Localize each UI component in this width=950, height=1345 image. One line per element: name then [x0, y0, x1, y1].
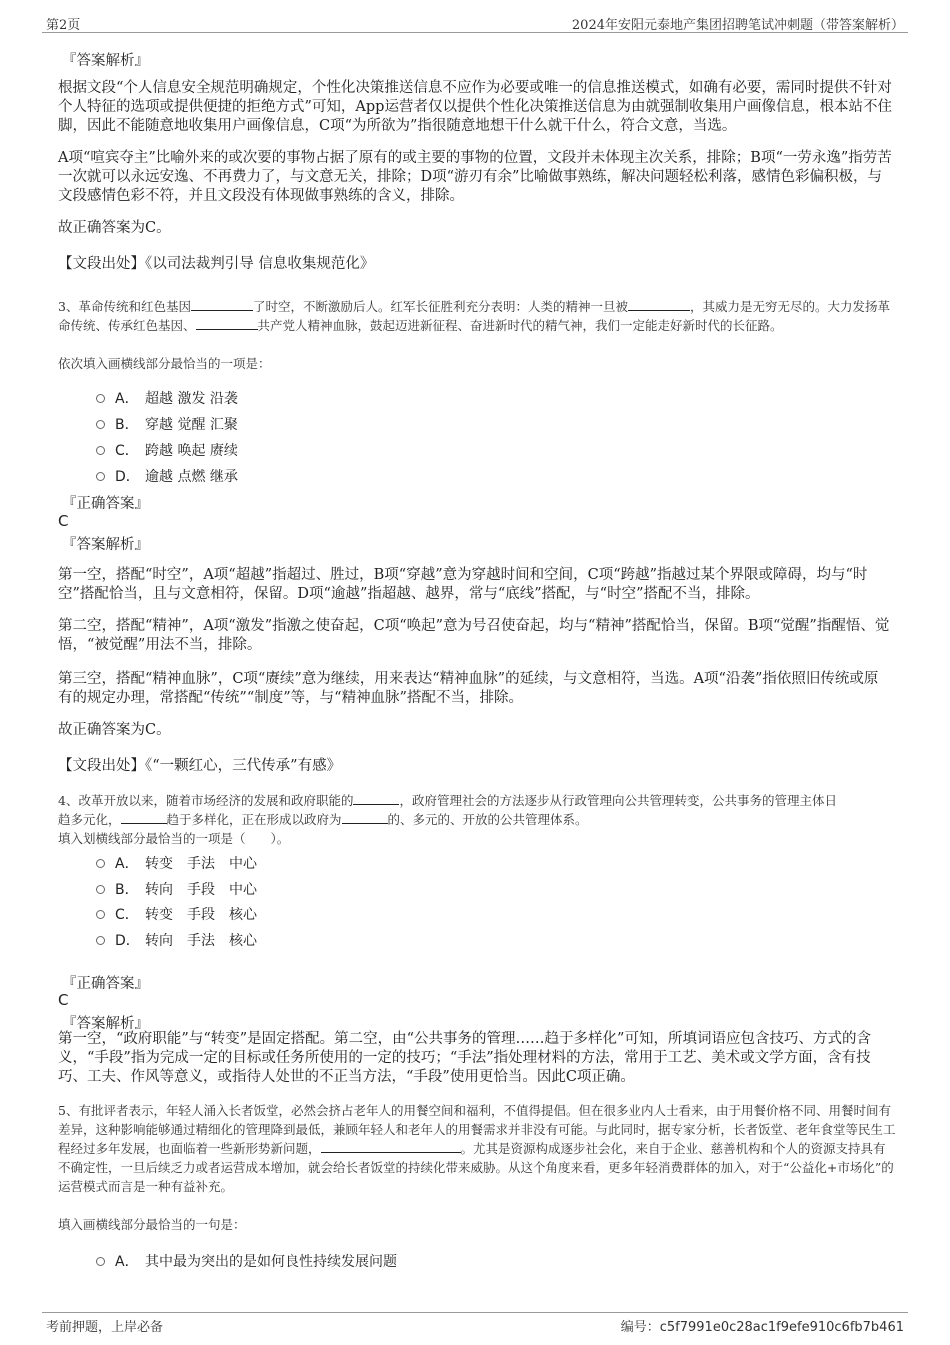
q4-option-a[interactable]: A． 转变 手法 中心	[96, 853, 257, 873]
q3-correct-answer: C	[58, 512, 69, 530]
q4-blank-3	[342, 811, 388, 824]
q3-blank-1	[191, 298, 253, 311]
q5-stem: 5、有批评者表示，年轻人涌入长者饭堂，必然会挤占老年人的用餐空间和福利，不值得提倡。但在很多业内人士看来，由于用餐价格不同、用餐时间有差异，这种影响能够通过精细化的管理降到最低，兼顾年轻人和老年人的用餐需求并非没有可能。与此同时，据专家分析，长者饭堂、老年食堂等民生工程经过多年发展，也面临着一些新形势新问题， 。尤其是资源构成逐步社会化，来自于企业、慈善机构和个人的资源支持具有不确定性，一旦后续乏力或者运营成本增加，就会给长者饭堂的持续化带来威胁。从这个角度来看，更多年轻消费群体的加入，对于“公益化+市场化”的运营模式而言是一种有益补充。	[58, 1103, 896, 1194]
q5-option-a[interactable]: A． 其中最为突出的是如何良性持续发展问题	[96, 1251, 397, 1271]
q4-blank-1	[353, 792, 399, 805]
q3-analysis-paragraph-3: 第三空，搭配“精神血脉”，C项“赓续”意为继续，用来表达“精神血脉”的延续，与文意相符，当选。A项“沿袭”指依照旧传统或原有的规定办理，常搭配“传统”“制度”等，与“精神血脉”搭配不当，排除。	[58, 671, 879, 706]
q4-correct-label: 『正确答案』	[62, 976, 149, 992]
q3-stem-part-2: 了时空，不断激励后人。红军长征胜利充分表明：人类的精神一旦被	[252, 299, 628, 314]
q3-option-d[interactable]: D． 逾越 点燃 继承	[96, 466, 238, 486]
page-header	[42, 12, 908, 33]
page-footer	[42, 1312, 908, 1335]
q3-stem-part-3: ，其威力是无穷无尽的。大力发扬革命传统、传承红色基因、	[58, 299, 890, 333]
q4-option-c[interactable]: C． 转变 手段 核心	[96, 904, 257, 924]
q3-analysis-paragraph-2: 第二空，搭配“精神”，A项“激发”指激之使奋起，C项“唤起”意为号召使奋起，均与“精神”搭配恰当，保留。B项“觉醒”指醒悟、觉悟，“被觉醒”用法不当，排除。	[58, 618, 890, 653]
radio-icon[interactable]	[96, 446, 105, 455]
radio-icon[interactable]	[96, 885, 105, 894]
q3-option-c[interactable]: C． 跨越 唤起 赓续	[96, 440, 238, 460]
q3-stem-part-4: 共产党人精神血脉，鼓起迈进新征程、奋进新时代的精气神，我们一定能走好新时代的长征路。	[257, 318, 783, 333]
footer-slogan: 考前押题，上岸必备	[46, 1320, 164, 1335]
q4-stem: 4、改革开放以来，随着市场经济的发展和政府职能的 ，政府管理社会的方法逐步从行政管理向公共管理转变，公共事务的管理主体日 趋多元化， 趋于多样化，正在形成以政府为 的、多元的、开放的公共管理体系。	[58, 793, 837, 827]
radio-icon[interactable]	[96, 420, 105, 429]
q4-prompt: 填入划横线部分最恰当的一项是（ ）。	[58, 831, 290, 846]
radio-icon[interactable]	[96, 394, 105, 403]
q3-stem-part-1: 革命传统和红色基因	[78, 299, 191, 314]
q2-conclusion: 故正确答案为C。	[58, 220, 171, 236]
document-id: 编号：c5f7991e0c28ac1f9efe910c6fb7b461	[620, 1320, 904, 1335]
q5-blank	[321, 1140, 461, 1153]
q4-blank-2	[121, 811, 167, 824]
q2-analysis-paragraph-1: 根据文段“个人信息安全规范明确规定，个性化决策推送信息不应作为必要或唯一的信息推送模式，如确有必要，需同时提供不针对个人特征的选项或提供便捷的拒绝方式”可知，App运营者仅以提供个性化决策推送信息为由就强制收集用户画像信息，根本站不住脚，因此不能随意地收集用户画像信息，C项“为所欲为”指很随意地想干什么就干什么，符合文意，当选。	[58, 80, 892, 134]
page-number: 第2页	[46, 18, 81, 33]
radio-icon[interactable]	[96, 1257, 105, 1266]
q4-option-d[interactable]: D． 转向 手法 核心	[96, 930, 257, 950]
q3-prompt: 依次填入画横线部分最恰当的一项是：	[58, 356, 271, 371]
q4-correct-answer: C	[58, 991, 69, 1009]
q3-blank-3	[196, 317, 258, 330]
q2-source: 【文段出处】《以司法裁判引导 信息收集规范化》	[58, 256, 375, 272]
radio-icon[interactable]	[96, 910, 105, 919]
q3-source: 【文段出处】《“一颗红心，三代传承”有感》	[58, 758, 342, 774]
q3-correct-label: 『正确答案』	[62, 496, 149, 512]
radio-icon[interactable]	[96, 472, 105, 481]
q2-analysis-paragraph-2: A项“喧宾夺主”比喻外来的或次要的事物占据了原有的或主要的事物的位置，文段并未体现主次关系，排除；B项“一劳永逸”指劳苦一次就可以永远安逸、不再费力了，与文意无关，排除；D项“游刃有余”比喻做事熟练，解决问题轻松利落，感情色彩偏积极，与文段感情色彩不符，并且文段没有体现做事熟练的含义，排除。	[58, 150, 892, 204]
q5-prompt: 填入画横线部分最恰当的一句是：	[58, 1217, 246, 1232]
q3-blank-2	[628, 298, 690, 311]
q3-number: 3、	[58, 299, 79, 314]
q5-number: 5、	[58, 1103, 79, 1118]
q3-conclusion: 故正确答案为C。	[58, 722, 171, 738]
q4-analysis-label: 『答案解析』	[62, 1016, 149, 1032]
document-title: 2024年安阳元泰地产集团招聘笔试冲刺题（带答案解析）	[571, 18, 904, 33]
analysis-label: 『答案解析』	[62, 53, 149, 69]
q4-number: 4、	[58, 793, 79, 808]
q3-analysis-paragraph-1: 第一空，搭配“时空”，A项“超越”指超过、胜过，B项“穿越”意为穿越时间和空间，C项“跨越”指越过某个界限或障碍，均与“时空”搭配恰当，且与文意相符，保留。D项“逾越”指超越、越界，常与“底线”搭配，与“时空”搭配不当，排除。	[58, 567, 868, 602]
q3-analysis-label: 『答案解析』	[62, 537, 149, 553]
radio-icon[interactable]	[96, 859, 105, 868]
q3-stem	[58, 297, 896, 335]
q4-option-b[interactable]: B． 转向 手段 中心	[96, 879, 257, 899]
q4-analysis: 第一空，“政府职能”与“转变”是固定搭配。第二空，由“公共事务的管理……趋于多样化”可知，所填词语应包含技巧、方式的含义，“手段”指为完成一定的目标或任务所使用的一定的技巧；“手法”指处理材料的方法，常用于工艺、美术或文学方面，含有技巧、工夫、作风等意义，或指待人处世的不正当方法，“手段”使用更恰当。因此C项正确。	[58, 1031, 871, 1085]
q3-option-b[interactable]: B． 穿越 觉醒 汇聚	[96, 414, 238, 434]
radio-icon[interactable]	[96, 936, 105, 945]
q3-option-a[interactable]: A． 超越 激发 沿袭	[96, 388, 238, 408]
